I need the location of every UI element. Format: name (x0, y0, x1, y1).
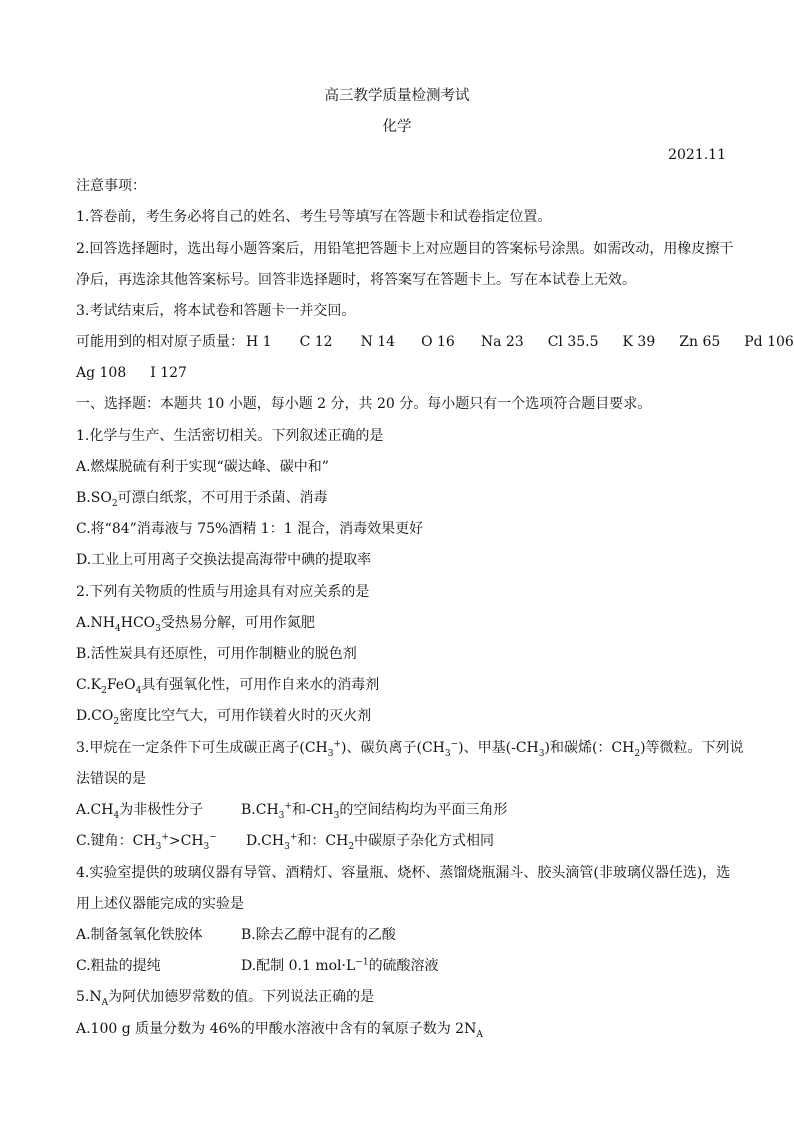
q4-option-d: D.配制 0.1 $mol\cdot L^{-1}$的硫酸溶液 (241, 957, 439, 974)
q2-stem: 2.下列有关物质的性质与用途具有对应关系的是 (76, 584, 370, 600)
mass-Ag: Ag 108 (76, 365, 127, 381)
section-1-heading: 一、选择题：本题共 10 小题，每小题 2 分，共 20 分。每小题只有一个选项符合题目要求。 (76, 396, 652, 412)
mass-O: O 16 (421, 334, 455, 350)
mass-C: C 12 (299, 334, 333, 350)
q2-option-b: B.活性炭具有还原性，可用作制糖业的脱色剂 (76, 646, 357, 662)
q3-option-d: $D.CH_3^+$和：$CH_2$中碳原子杂化方式相同 (246, 832, 495, 852)
mass-Cl: Cl 35.5 (547, 334, 599, 350)
q1-option-c: C.将“84”消毒液与 75%酒精 1：1 混合，消毒效果更好 (76, 521, 424, 537)
q5-option-a: A.100 g 质量分数为 46%的甲酸水溶液中含有的氧原子数为 $2N_A$ (76, 1021, 483, 1040)
q4-option-c: C.粗盐的提纯 (76, 958, 161, 974)
mass-Na: Na 23 (480, 334, 524, 350)
q3-options-cd (76, 832, 726, 850)
mass-K: K 39 (622, 334, 656, 350)
exam-title: 高三教学质量检测考试 (324, 88, 470, 104)
q3-stem-line-2: 法错误的是 (76, 771, 146, 787)
q3-option-b: $B.CH_3^+$和$-CH_3$的空间结构均为平面三角形 (241, 801, 508, 821)
exam-date: 2021.11 (668, 147, 726, 163)
q1-option-b: $B.SO_2$可漂白纸浆，不可用于杀菌、消毒 (76, 490, 328, 509)
atomic-mass-line-2 (76, 364, 726, 382)
q1-stem: 1.化学与生产、生活密切相关。下列叙述正确的是 (76, 428, 384, 444)
mass-Pd: Pd 106 (744, 334, 794, 350)
subject-title: 化学 (382, 119, 412, 135)
q4-stem-line-1: 4.实验室提供的玻璃仪器有导管、酒精灯、容量瓶、烧杯、蒸馏烧瓶漏斗、胶头滴管(非玻璃仪器任选)，选 (76, 865, 731, 881)
q4-options-ab (76, 926, 726, 944)
notice-item-2b: 净后，再选涂其他答案标号。回答非选择题时，将答案写在答题卡上。写在本试卷上无效。 (76, 272, 636, 288)
notice-item-1: 1.答卷前，考生务必将自己的姓名、考生号等填写在答题卡和试卷指定位置。 (76, 209, 552, 225)
q4-option-a: A.制备氢氧化铁胶体 (76, 927, 203, 943)
notice-item-3: 3.考试结束后，将本试卷和答题卡一并交回。 (76, 303, 356, 319)
q3-options-ab (76, 801, 726, 819)
q2-option-d: $D.CO_2$密度比空气大，可用作镁着火时的灭火剂 (76, 708, 372, 727)
q4-stem-line-2: 用上述仪器能完成的实验是 (76, 896, 244, 912)
mass-N: N 14 (360, 334, 396, 350)
mass-H: H 1 (246, 334, 272, 350)
q2-option-a: $A.NH_4HCO_3$受热易分解，可用作氮肥 (76, 615, 315, 634)
q3-stem-line-1: 3.甲烷在一定条件下可生成碳正离子$(CH_3^+)$、碳负离子$(CH_3^-)$、甲基$(-CH_3)$和碳烯(：$CH_2$)等微粒。下列说 (76, 739, 744, 759)
q4-option-b: B.除去乙醇中混有的乙酸 (241, 927, 396, 943)
q1-option-a: A.燃煤脱硫有利于实现“碳达峰、碳中和” (76, 459, 329, 475)
atomic-mass-line-1 (76, 333, 794, 351)
q3-option-c: C.键角：$CH_3^+>CH_3^-$ (76, 832, 217, 852)
notice-item-2a: 2.回答选择题时，选出每小题答案后，用铅笔把答题卡上对应题目的答案标号涂黑。如需改动，用橡皮擦干 (76, 241, 734, 257)
q4-options-cd (76, 957, 726, 975)
q5-stem: $5.N_A$为阿伏加德罗常数的值。下列说法正确的是 (76, 989, 375, 1008)
mass-Zn: Zn 65 (679, 334, 721, 350)
q1-option-d: D.工业上可用离子交换法提高海带中碘的提取率 (76, 552, 372, 568)
mass-I: I 127 (150, 365, 187, 381)
notice-heading: 注意事项： (76, 178, 146, 194)
q2-option-c: $C.K_2FeO_4$具有强氧化性，可用作自来水的消毒剂 (76, 677, 380, 696)
atomic-mass-label: 可能用到的相对原子质量： (76, 334, 244, 350)
q3-option-a: $A.CH_4$为非极性分子 (76, 802, 204, 821)
